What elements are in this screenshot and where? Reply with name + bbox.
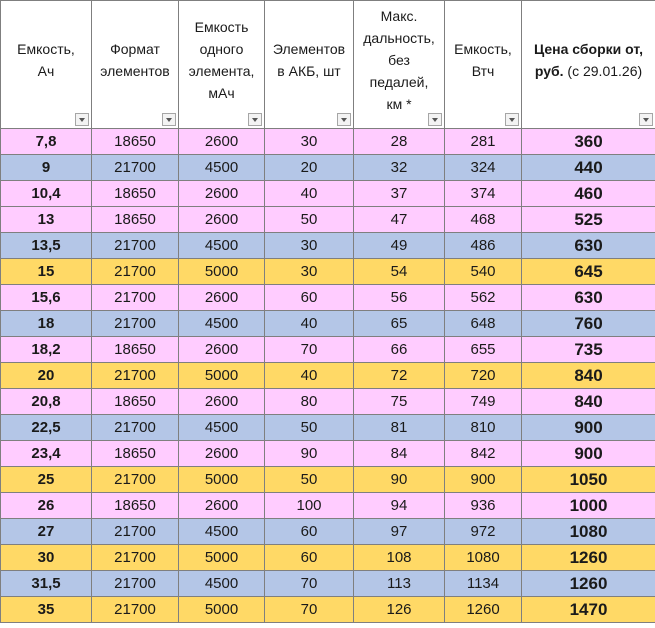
- table-row: [1, 545, 655, 571]
- cell-cell-count[interactable]: 50: [265, 207, 354, 233]
- cell-cell-count[interactable]: 30: [265, 259, 354, 285]
- cell-cell-format[interactable]: 18650: [92, 129, 179, 155]
- cell-capacity-wh[interactable]: 1260: [445, 597, 522, 623]
- header-line: Цена сборки от,: [533, 40, 644, 57]
- cell-cell-capacity-mah[interactable]: 4500: [179, 415, 265, 441]
- cell-cell-capacity-mah[interactable]: 2600: [179, 285, 265, 311]
- cell-capacity-ah[interactable]: 35: [1, 597, 92, 623]
- cell-cell-format[interactable]: 21700: [92, 155, 179, 181]
- cell-cell-capacity-mah[interactable]: 2600: [179, 181, 265, 207]
- header-line: дальность,: [363, 29, 435, 46]
- cell-cell-format[interactable]: 18650: [92, 337, 179, 363]
- cell-capacity-wh[interactable]: 810: [445, 415, 522, 441]
- table-row: [1, 337, 655, 363]
- cell-cell-format[interactable]: 21700: [92, 311, 179, 337]
- filter-dropdown-icon[interactable]: [248, 113, 262, 126]
- filter-dropdown-icon[interactable]: [337, 113, 351, 126]
- header-line: Формат: [110, 40, 160, 57]
- cell-cell-capacity-mah[interactable]: 4500: [179, 571, 265, 597]
- cell-cell-capacity-mah[interactable]: 2600: [179, 389, 265, 415]
- cell-assembly-price[interactable]: 1260: [522, 571, 655, 597]
- table-row: [1, 311, 655, 337]
- header-cell-format: [92, 1, 179, 129]
- header-label: [445, 38, 521, 92]
- cell-assembly-price[interactable]: 360: [522, 129, 655, 155]
- cell-cell-capacity-mah[interactable]: 4500: [179, 233, 265, 259]
- cell-capacity-ah[interactable]: 7,8: [1, 129, 92, 155]
- filter-dropdown-icon[interactable]: [428, 113, 442, 126]
- header-line: педалей,: [369, 73, 429, 90]
- cell-cell-format[interactable]: 21700: [92, 467, 179, 493]
- cell-cell-count[interactable]: 40: [265, 181, 354, 207]
- header-max-range: [354, 1, 445, 129]
- cell-capacity-wh[interactable]: 842: [445, 441, 522, 467]
- table-row: [1, 571, 655, 597]
- cell-cell-capacity-mah[interactable]: 2600: [179, 337, 265, 363]
- cell-capacity-wh[interactable]: 720: [445, 363, 522, 389]
- cell-assembly-price[interactable]: 630: [522, 285, 655, 311]
- header-line: Втч: [471, 62, 495, 79]
- cell-cell-format[interactable]: 18650: [92, 181, 179, 207]
- cell-capacity-wh[interactable]: 562: [445, 285, 522, 311]
- price-date-note: (с 29.01.26): [563, 62, 643, 79]
- cell-cell-format[interactable]: 21700: [92, 285, 179, 311]
- header-line: элемента,: [188, 62, 255, 79]
- cell-capacity-ah[interactable]: 10,4: [1, 181, 92, 207]
- cell-max-range-km[interactable]: 49: [354, 233, 445, 259]
- cell-cell-format[interactable]: 21700: [92, 545, 179, 571]
- cell-cell-count[interactable]: 40: [265, 311, 354, 337]
- cell-assembly-price[interactable]: 460: [522, 181, 655, 207]
- table-row: [1, 363, 655, 389]
- cell-cell-capacity-mah[interactable]: 2600: [179, 441, 265, 467]
- cell-cell-capacity-mah[interactable]: 4500: [179, 519, 265, 545]
- cell-assembly-price[interactable]: 900: [522, 415, 655, 441]
- cell-cell-format[interactable]: 18650: [92, 207, 179, 233]
- cell-capacity-ah[interactable]: 18: [1, 311, 92, 337]
- cell-capacity-wh[interactable]: 936: [445, 493, 522, 519]
- cell-capacity-ah[interactable]: 30: [1, 545, 92, 571]
- cell-assembly-price[interactable]: 630: [522, 233, 655, 259]
- cell-cell-count[interactable]: 80: [265, 389, 354, 415]
- table-row: [1, 519, 655, 545]
- cell-assembly-price[interactable]: 1080: [522, 519, 655, 545]
- header-line: Ач: [37, 62, 55, 79]
- cell-capacity-ah[interactable]: 20: [1, 363, 92, 389]
- cell-assembly-price[interactable]: 1260: [522, 545, 655, 571]
- cell-cell-count[interactable]: 70: [265, 571, 354, 597]
- cell-capacity-ah[interactable]: 22,5: [1, 415, 92, 441]
- cell-max-range-km[interactable]: 56: [354, 285, 445, 311]
- cell-capacity-ah[interactable]: 26: [1, 493, 92, 519]
- cell-cell-format[interactable]: 18650: [92, 441, 179, 467]
- header-cell-count: [265, 1, 354, 129]
- cell-capacity-ah[interactable]: 31,5: [1, 571, 92, 597]
- cell-capacity-wh[interactable]: 1080: [445, 545, 522, 571]
- table-header: [1, 1, 655, 129]
- cell-cell-count[interactable]: 50: [265, 415, 354, 441]
- header-label: [265, 38, 353, 92]
- cell-max-range-km[interactable]: 72: [354, 363, 445, 389]
- table-row: [1, 285, 655, 311]
- header-line: Емкость,: [17, 40, 75, 57]
- table-row: [1, 493, 655, 519]
- cell-cell-format[interactable]: 18650: [92, 389, 179, 415]
- table-row: [1, 233, 655, 259]
- cell-cell-capacity-mah[interactable]: 5000: [179, 597, 265, 623]
- cell-max-range-km[interactable]: 97: [354, 519, 445, 545]
- cell-max-range-km[interactable]: 32: [354, 155, 445, 181]
- cell-cell-capacity-mah[interactable]: 4500: [179, 155, 265, 181]
- header-capacity-wh: [445, 1, 522, 129]
- header-label: [522, 38, 655, 92]
- cell-assembly-price[interactable]: 525: [522, 207, 655, 233]
- cell-cell-count[interactable]: 60: [265, 519, 354, 545]
- cell-cell-count[interactable]: 30: [265, 233, 354, 259]
- cell-cell-count[interactable]: 70: [265, 337, 354, 363]
- cell-capacity-ah[interactable]: 13: [1, 207, 92, 233]
- cell-cell-count[interactable]: 90: [265, 441, 354, 467]
- table-body: [1, 129, 655, 623]
- table-row: [1, 467, 655, 493]
- cell-capacity-ah[interactable]: 25: [1, 467, 92, 493]
- cell-cell-count[interactable]: 30: [265, 129, 354, 155]
- cell-assembly-price[interactable]: 840: [522, 389, 655, 415]
- cell-max-range-km[interactable]: 113: [354, 571, 445, 597]
- cell-max-range-km[interactable]: 81: [354, 415, 445, 441]
- cell-cell-capacity-mah[interactable]: 4500: [179, 311, 265, 337]
- cell-cell-capacity-mah[interactable]: 2600: [179, 493, 265, 519]
- cell-cell-count[interactable]: 50: [265, 467, 354, 493]
- cell-cell-capacity-mah[interactable]: 2600: [179, 207, 265, 233]
- header-label: [92, 38, 178, 92]
- header-capacity-ah: [1, 1, 92, 129]
- cell-assembly-price[interactable]: 840: [522, 363, 655, 389]
- header-line: Элементов: [272, 40, 346, 57]
- cell-max-range-km[interactable]: 126: [354, 597, 445, 623]
- cell-cell-count[interactable]: 100: [265, 493, 354, 519]
- cell-cell-count[interactable]: 70: [265, 597, 354, 623]
- cell-capacity-wh[interactable]: 900: [445, 467, 522, 493]
- header-label: [179, 16, 264, 114]
- table-row: [1, 597, 655, 623]
- cell-assembly-price[interactable]: 440: [522, 155, 655, 181]
- header-line: Макс.: [380, 7, 418, 24]
- cell-cell-format[interactable]: 21700: [92, 363, 179, 389]
- table-row: [1, 415, 655, 441]
- cell-cell-capacity-mah[interactable]: 2600: [179, 129, 265, 155]
- header-assembly-price: [522, 1, 655, 129]
- cell-cell-count[interactable]: 60: [265, 285, 354, 311]
- cell-capacity-wh[interactable]: 972: [445, 519, 522, 545]
- table-row: [1, 181, 655, 207]
- cell-cell-count[interactable]: 60: [265, 545, 354, 571]
- cell-max-range-km[interactable]: 54: [354, 259, 445, 285]
- cell-max-range-km[interactable]: 66: [354, 337, 445, 363]
- cell-assembly-price[interactable]: 645: [522, 259, 655, 285]
- cell-cell-capacity-mah[interactable]: 5000: [179, 363, 265, 389]
- cell-max-range-km[interactable]: 75: [354, 389, 445, 415]
- cell-cell-capacity-mah[interactable]: 5000: [179, 545, 265, 571]
- cell-cell-format[interactable]: 21700: [92, 259, 179, 285]
- cell-max-range-km[interactable]: 65: [354, 311, 445, 337]
- cell-capacity-ah[interactable]: 13,5: [1, 233, 92, 259]
- table-row: [1, 441, 655, 467]
- cell-capacity-ah[interactable]: 15,6: [1, 285, 92, 311]
- header-label: [354, 5, 444, 125]
- filter-dropdown-icon[interactable]: [75, 113, 89, 126]
- cell-cell-count[interactable]: 40: [265, 363, 354, 389]
- cell-max-range-km[interactable]: 47: [354, 207, 445, 233]
- filter-dropdown-icon[interactable]: [505, 113, 519, 126]
- cell-capacity-wh[interactable]: 1134: [445, 571, 522, 597]
- cell-capacity-ah[interactable]: 18,2: [1, 337, 92, 363]
- header-line: в АКБ, шт: [277, 62, 341, 79]
- cell-capacity-wh[interactable]: 324: [445, 155, 522, 181]
- header-line: Емкость: [194, 18, 249, 35]
- cell-cell-format[interactable]: 21700: [92, 233, 179, 259]
- cell-capacity-ah[interactable]: 9: [1, 155, 92, 181]
- header-row: [1, 1, 655, 129]
- header-line: мАч: [208, 84, 235, 101]
- cell-cell-count[interactable]: 20: [265, 155, 354, 181]
- cell-cell-format[interactable]: 21700: [92, 571, 179, 597]
- table-row: [1, 207, 655, 233]
- cell-max-range-km[interactable]: 94: [354, 493, 445, 519]
- header-label: [1, 38, 91, 92]
- cell-capacity-wh[interactable]: 374: [445, 181, 522, 207]
- cell-capacity-wh[interactable]: 648: [445, 311, 522, 337]
- cell-max-range-km[interactable]: 90: [354, 467, 445, 493]
- cell-capacity-wh[interactable]: 486: [445, 233, 522, 259]
- cell-capacity-wh[interactable]: 749: [445, 389, 522, 415]
- cell-capacity-ah[interactable]: 20,8: [1, 389, 92, 415]
- cell-capacity-wh[interactable]: 655: [445, 337, 522, 363]
- cell-max-range-km[interactable]: 108: [354, 545, 445, 571]
- cell-cell-format[interactable]: 21700: [92, 597, 179, 623]
- cell-assembly-price[interactable]: 1000: [522, 493, 655, 519]
- cell-assembly-price[interactable]: 1470: [522, 597, 655, 623]
- header-cell-capacity: [179, 1, 265, 129]
- header-line: без: [388, 51, 410, 68]
- cell-capacity-ah[interactable]: 23,4: [1, 441, 92, 467]
- header-line: одного: [199, 40, 244, 57]
- cell-cell-format[interactable]: 21700: [92, 519, 179, 545]
- table-row: [1, 259, 655, 285]
- cell-max-range-km[interactable]: 28: [354, 129, 445, 155]
- table-row: [1, 129, 655, 155]
- cell-max-range-km[interactable]: 37: [354, 181, 445, 207]
- cell-assembly-price[interactable]: 735: [522, 337, 655, 363]
- cell-cell-capacity-mah[interactable]: 5000: [179, 467, 265, 493]
- table-row: [1, 155, 655, 181]
- header-line: Емкость,: [454, 40, 512, 57]
- header-line: элементов: [100, 62, 170, 79]
- cell-assembly-price[interactable]: 900: [522, 441, 655, 467]
- filter-dropdown-icon[interactable]: [639, 113, 653, 126]
- cell-max-range-km[interactable]: 84: [354, 441, 445, 467]
- cell-capacity-wh[interactable]: 468: [445, 207, 522, 233]
- cell-cell-format[interactable]: 18650: [92, 493, 179, 519]
- cell-capacity-wh[interactable]: 281: [445, 129, 522, 155]
- cell-cell-capacity-mah[interactable]: 5000: [179, 259, 265, 285]
- table-row: [1, 389, 655, 415]
- cell-capacity-ah[interactable]: 27: [1, 519, 92, 545]
- header-line: км *: [386, 95, 412, 112]
- header-line: руб.: [534, 62, 564, 79]
- cell-cell-format[interactable]: 21700: [92, 415, 179, 441]
- cell-assembly-price[interactable]: 1050: [522, 467, 655, 493]
- filter-dropdown-icon[interactable]: [162, 113, 176, 126]
- cell-assembly-price[interactable]: 760: [522, 311, 655, 337]
- cell-capacity-ah[interactable]: 15: [1, 259, 92, 285]
- cell-capacity-wh[interactable]: 540: [445, 259, 522, 285]
